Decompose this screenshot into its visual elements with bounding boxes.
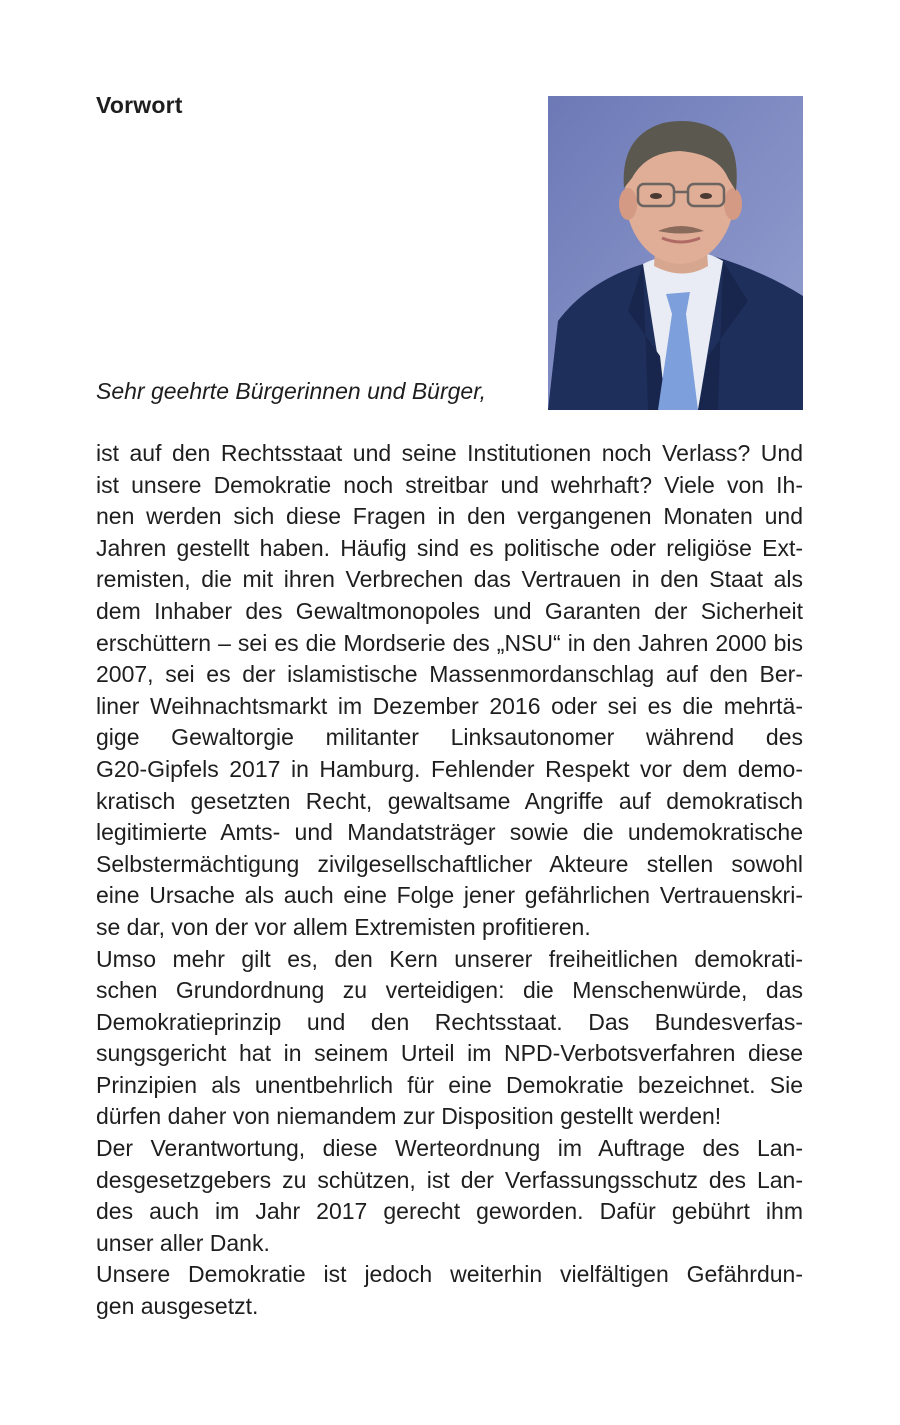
- salutation: Sehr geehrte Bürgerinnen und Bürger,: [96, 378, 486, 404]
- text-line: liner Weihnachtsmarkt im Dezember 2016 oder sei es die mehrtä-: [96, 692, 803, 719]
- text-line: 2007, sei es der islamistische Massenmordanschlag auf den Ber-: [96, 661, 803, 688]
- text-line: dürfen daher von niemandem zur Disposition gestellt werden!: [96, 1103, 722, 1130]
- text-line: sungsgericht hat in seinem Urteil im NPD-Verbotsverfahren diese: [96, 1040, 803, 1067]
- text-line: erschüttern – sei es die Mordserie des „NSU“ in den Jahren 2000 bis: [96, 629, 803, 656]
- paragraph-2: [96, 944, 803, 1134]
- paragraph-4: [96, 1259, 803, 1322]
- portrait-illustration: [548, 96, 803, 410]
- text-line: Prinzipien als unentbehrlich für eine Demokratie bezeichnet. Sie: [96, 1071, 803, 1098]
- text-line: eine Ursache als auch eine Folge jener gefährlichen Vertrauenskri-: [96, 882, 803, 909]
- text-line: Der Verantwortung, diese Werteordnung im Auftrage des Lan-: [96, 1135, 803, 1162]
- text-line: remisten, die mit ihren Verbrechen das Vertrauen in den Staat als: [96, 566, 803, 593]
- text-line: dem Inhaber des Gewaltmonopoles und Garanten der Sicherheit: [96, 597, 803, 624]
- body-text: [96, 438, 803, 1323]
- text-line: des auch im Jahr 2017 gerecht geworden. Dafür gebührt ihm: [96, 1198, 803, 1225]
- portrait-photo: [548, 96, 803, 410]
- text-line: schen Grundordnung zu verteidigen: die Menschenwürde, das: [96, 977, 803, 1004]
- text-line: Unsere Demokratie ist jedoch weiterhin vielfältigen Gefährdun-: [96, 1261, 803, 1288]
- text-line: legitimierte Amts- und Mandatsträger sowie die undemokratische: [96, 819, 803, 846]
- page-heading: Vorwort: [96, 92, 183, 118]
- text-line: se dar, von der vor allem Extremisten profitieren.: [96, 913, 591, 940]
- text-line: desgesetzgebers zu schützen, ist der Verfassungsschutz des Lan-: [96, 1166, 803, 1193]
- text-line: gige Gewaltorgie militanter Linksautonomer während des: [96, 724, 803, 751]
- text-line: Jahren gestellt haben. Häufig sind es politische oder religiöse Ext-: [96, 534, 803, 561]
- text-line: G20-Gipfels 2017 in Hamburg. Fehlender Respekt vor dem demo-: [96, 755, 803, 782]
- text-line: ist auf den Rechtsstaat und seine Institutionen noch Verlass? Und: [96, 440, 803, 466]
- text-line: ist unsere Demokratie noch streitbar und wehrhaft? Viele von Ih-: [96, 471, 803, 498]
- paragraph-3: [96, 1133, 803, 1259]
- text-line: unser aller Dank.: [96, 1229, 270, 1256]
- text-line: kratisch gesetzten Recht, gewaltsame Angriffe auf demokratisch: [96, 787, 803, 814]
- text-line: nen werden sich diese Fragen in den vergangenen Monaten und: [96, 503, 803, 530]
- text-line: Umso mehr gilt es, den Kern unserer freiheitlichen demokrati-: [96, 945, 803, 972]
- text-line: Demokratieprinzip und den Rechtsstaat. Das Bundesverfas-: [96, 1008, 803, 1035]
- text-line: gen ausgesetzt.: [96, 1293, 259, 1320]
- text-line: Selbstermächtigung zivilgesellschaftlicher Akteure stellen sowohl: [96, 850, 803, 877]
- paragraph-1: [96, 438, 803, 944]
